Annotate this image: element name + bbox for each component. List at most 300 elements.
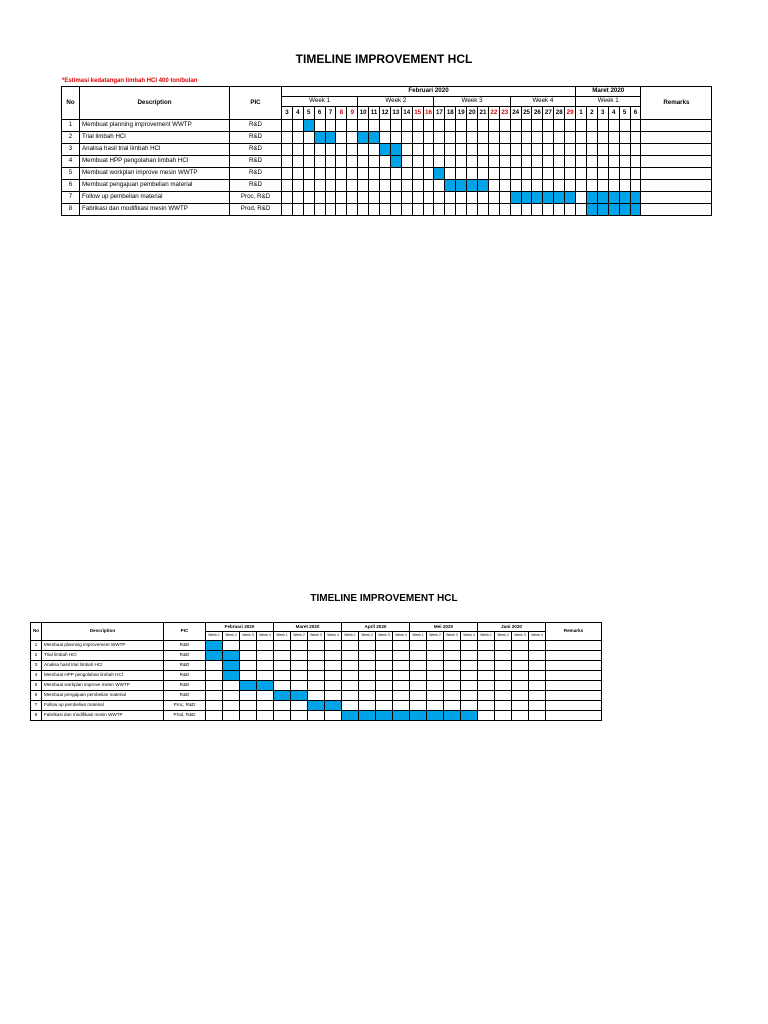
- timeline-cell: [282, 132, 293, 144]
- timeline-cell: [576, 132, 587, 144]
- table-row: [31, 701, 602, 711]
- header-month: Mei 2020: [410, 623, 478, 632]
- timeline-cell: [456, 144, 467, 156]
- timeline-cell: [412, 120, 423, 132]
- timeline-cell: [512, 711, 529, 721]
- timeline-cell: [390, 132, 401, 144]
- header-week: Week 1: [478, 632, 495, 641]
- header-week: Week 4: [393, 632, 410, 641]
- timeline-cell-active: [376, 711, 393, 721]
- timeline-cell-active: [586, 204, 597, 216]
- row-description: Follow up pembelian material: [42, 701, 164, 711]
- timeline-cell: [376, 651, 393, 661]
- header-day: 24: [510, 107, 521, 120]
- timeline-cell-active: [510, 192, 521, 204]
- timeline-cell: [543, 204, 554, 216]
- timeline-cell: [529, 681, 546, 691]
- timeline-cell: [336, 180, 347, 192]
- header-week: Week 1: [576, 97, 641, 107]
- timeline-cell: [510, 168, 521, 180]
- timeline-cell: [461, 681, 478, 691]
- timeline-cell: [336, 120, 347, 132]
- timeline-cell: [445, 204, 456, 216]
- timeline-cell: [292, 156, 303, 168]
- timeline-cell: [565, 156, 576, 168]
- timeline-cell: [336, 144, 347, 156]
- timeline-cell: [510, 180, 521, 192]
- timeline-cell: [576, 144, 587, 156]
- row-remarks: [546, 651, 602, 661]
- timeline-cell: [325, 156, 336, 168]
- timeline-cell: [358, 168, 369, 180]
- timeline-cell: [282, 180, 293, 192]
- timeline-cell: [608, 156, 619, 168]
- timeline-cell: [257, 711, 274, 721]
- timeline-cell: [554, 120, 565, 132]
- timeline-cell: [529, 641, 546, 651]
- timeline-cell: [456, 204, 467, 216]
- timeline-cell: [521, 156, 532, 168]
- timeline-cell: [303, 204, 314, 216]
- timeline-cell: [206, 681, 223, 691]
- timeline-cell: [410, 691, 427, 701]
- timeline-cell: [359, 641, 376, 651]
- header-pic: PIC: [230, 87, 282, 120]
- table-row: [62, 180, 712, 192]
- header-day: 4: [608, 107, 619, 120]
- row-pic: Proc, R&D: [230, 192, 282, 204]
- timeline-cell: [325, 691, 342, 701]
- timeline-cell: [336, 168, 347, 180]
- timeline-cell: [240, 661, 257, 671]
- row-remarks: [546, 681, 602, 691]
- timeline-cell: [380, 168, 391, 180]
- timeline-cell: [554, 144, 565, 156]
- header-day: 22: [488, 107, 499, 120]
- row-pic: R&D: [230, 132, 282, 144]
- timeline-cell: [257, 661, 274, 671]
- timeline-cell: [532, 156, 543, 168]
- timeline-cell: [427, 691, 444, 701]
- timeline-cell: [478, 671, 495, 681]
- timeline-cell: [376, 691, 393, 701]
- row-no: 6: [62, 180, 80, 192]
- header-month: Maret 2020: [576, 87, 641, 97]
- timeline-cell: [308, 671, 325, 681]
- row-remarks: [641, 168, 712, 180]
- timeline-cell: [282, 144, 293, 156]
- timeline-cell: [554, 156, 565, 168]
- header-day: 18: [445, 107, 456, 120]
- timeline-table-weekly: [30, 622, 602, 721]
- timeline-cell: [521, 144, 532, 156]
- timeline-cell: [359, 681, 376, 691]
- timeline-cell: [478, 711, 495, 721]
- timeline-cell-active: [303, 120, 314, 132]
- timeline-cell: [393, 681, 410, 691]
- timeline-cell: [586, 132, 597, 144]
- timeline-cell: [358, 180, 369, 192]
- timeline-cell: [427, 671, 444, 681]
- timeline-cell: [369, 168, 380, 180]
- row-remarks: [641, 156, 712, 168]
- header-day: 5: [303, 107, 314, 120]
- header-day: 1: [576, 107, 587, 120]
- timeline-cell: [376, 681, 393, 691]
- timeline-cell: [521, 180, 532, 192]
- timeline-cell: [223, 691, 240, 701]
- timeline-cell: [336, 132, 347, 144]
- timeline-cell: [342, 651, 359, 661]
- table-row: [62, 120, 712, 132]
- timeline-cell: [461, 661, 478, 671]
- timeline-cell: [390, 204, 401, 216]
- timeline-cell: [292, 180, 303, 192]
- row-remarks: [546, 691, 602, 701]
- timeline-cell: [554, 204, 565, 216]
- timeline-cell: [495, 641, 512, 651]
- timeline-cell: [499, 168, 510, 180]
- header-week: Week 4: [529, 632, 546, 641]
- header-day: 16: [423, 107, 434, 120]
- header-month: Februari 2020: [206, 623, 274, 632]
- header-day: 23: [499, 107, 510, 120]
- header-week: Week 1: [274, 632, 291, 641]
- timeline-cell: [532, 204, 543, 216]
- timeline-cell: [342, 641, 359, 651]
- timeline-cell: [347, 180, 358, 192]
- timeline-cell-active: [308, 701, 325, 711]
- timeline-cell: [380, 120, 391, 132]
- row-pic: R&D: [164, 641, 206, 651]
- timeline-cell: [478, 156, 489, 168]
- timeline-cell: [630, 132, 641, 144]
- timeline-cell: [444, 691, 461, 701]
- timeline-cell: [543, 132, 554, 144]
- timeline-cell: [325, 671, 342, 681]
- row-description: Fabrikasi dan modifikasi mesin WWTP: [42, 711, 164, 721]
- timeline-cell: [597, 168, 608, 180]
- timeline-cell: [499, 144, 510, 156]
- timeline-cell: [274, 671, 291, 681]
- table-row: [31, 651, 602, 661]
- timeline-cell: [274, 711, 291, 721]
- timeline-cell-active: [325, 132, 336, 144]
- timeline-cell-active: [597, 192, 608, 204]
- timeline-cell: [325, 120, 336, 132]
- timeline-cell-active: [342, 711, 359, 721]
- row-remarks: [546, 671, 602, 681]
- header-day: 6: [630, 107, 641, 120]
- timeline-cell-active: [390, 156, 401, 168]
- row-pic: Proc, R&D: [164, 701, 206, 711]
- timeline-cell: [314, 156, 325, 168]
- timeline-cell: [401, 180, 412, 192]
- timeline-cell: [412, 204, 423, 216]
- timeline-cell: [478, 168, 489, 180]
- header-day: 2: [586, 107, 597, 120]
- row-description: Membuat HPP pengolahan limbah HCl: [42, 671, 164, 681]
- timeline-cell-active: [314, 132, 325, 144]
- timeline-cell: [565, 180, 576, 192]
- timeline-cell: [512, 651, 529, 661]
- timeline-cell: [495, 711, 512, 721]
- timeline-cell-active: [478, 180, 489, 192]
- timeline-cell: [390, 120, 401, 132]
- timeline-cell: [619, 132, 630, 144]
- row-pic: R&D: [164, 671, 206, 681]
- timeline-cell: [206, 671, 223, 681]
- header-week: Week 3: [444, 632, 461, 641]
- timeline-cell-active: [434, 168, 445, 180]
- timeline-cell-active: [390, 144, 401, 156]
- header-week: Week 3: [376, 632, 393, 641]
- timeline-cell: [630, 156, 641, 168]
- timeline-cell: [427, 701, 444, 711]
- timeline-cell: [410, 701, 427, 711]
- row-remarks: [641, 204, 712, 216]
- row-no: 1: [62, 120, 80, 132]
- timeline-cell: [478, 691, 495, 701]
- timeline-cell: [512, 661, 529, 671]
- timeline-cell: [576, 120, 587, 132]
- timeline-cell: [342, 681, 359, 691]
- timeline-cell-active: [619, 204, 630, 216]
- timeline-cell-active: [427, 711, 444, 721]
- timeline-cell: [427, 641, 444, 651]
- timeline-cell: [495, 691, 512, 701]
- row-no: 8: [31, 711, 42, 721]
- row-description: Analisa hasil trial limbah HCl: [42, 661, 164, 671]
- timeline-cell: [576, 156, 587, 168]
- timeline-cell: [461, 671, 478, 681]
- timeline-cell: [303, 168, 314, 180]
- timeline-cell: [274, 641, 291, 651]
- header-day: 10: [358, 107, 369, 120]
- timeline-cell: [488, 180, 499, 192]
- timeline-cell: [308, 651, 325, 661]
- header-day: 19: [456, 107, 467, 120]
- timeline-cell: [499, 180, 510, 192]
- timeline-cell: [478, 132, 489, 144]
- timeline-cell: [347, 132, 358, 144]
- header-week: Week 2: [223, 632, 240, 641]
- timeline-cell: [478, 120, 489, 132]
- header-day: 8: [336, 107, 347, 120]
- timeline-cell: [461, 641, 478, 651]
- timeline-cell: [467, 144, 478, 156]
- timeline-cell: [521, 204, 532, 216]
- timeline-cell: [325, 641, 342, 651]
- row-no: 5: [31, 681, 42, 691]
- timeline-cell: [223, 711, 240, 721]
- timeline-cell: [401, 204, 412, 216]
- timeline-cell: [478, 701, 495, 711]
- timeline-cell-active: [223, 651, 240, 661]
- timeline-cell: [257, 701, 274, 711]
- timeline-cell: [314, 144, 325, 156]
- timeline-cell: [445, 156, 456, 168]
- row-description: Membuat planning improvement WWTP: [42, 641, 164, 651]
- timeline-cell: [510, 132, 521, 144]
- timeline-cell-active: [597, 204, 608, 216]
- timeline-cell-active: [608, 192, 619, 204]
- timeline-cell: [512, 681, 529, 691]
- timeline-cell: [303, 192, 314, 204]
- timeline-cell: [597, 180, 608, 192]
- timeline-cell: [597, 120, 608, 132]
- timeline-cell: [380, 180, 391, 192]
- timeline-cell: [380, 192, 391, 204]
- timeline-cell: [619, 180, 630, 192]
- timeline-cell: [257, 651, 274, 661]
- table-row: [62, 168, 712, 180]
- timeline-cell: [423, 144, 434, 156]
- header-day: 27: [543, 107, 554, 120]
- timeline-cell: [369, 204, 380, 216]
- timeline-cell: [314, 168, 325, 180]
- timeline-cell: [495, 701, 512, 711]
- row-description: Trial limbah HCl: [80, 132, 230, 144]
- timeline-cell: [303, 156, 314, 168]
- row-pic: R&D: [230, 144, 282, 156]
- timeline-cell: [303, 144, 314, 156]
- header-week: Week 3: [434, 97, 510, 107]
- timeline-cell-active: [393, 711, 410, 721]
- estimate-note: *Estimasi kedatangan limbah HCl 400 ton/bulan: [62, 78, 198, 84]
- timeline-cell: [358, 156, 369, 168]
- timeline-cell-active: [410, 711, 427, 721]
- timeline-cell: [445, 168, 456, 180]
- table-row: [31, 681, 602, 691]
- timeline-cell: [401, 132, 412, 144]
- table-row: [62, 156, 712, 168]
- header-week: Week 1: [342, 632, 359, 641]
- timeline-cell: [423, 132, 434, 144]
- row-no: 2: [62, 132, 80, 144]
- timeline-cell: [412, 180, 423, 192]
- timeline-cell: [467, 156, 478, 168]
- timeline-cell: [274, 661, 291, 671]
- timeline-cell: [434, 192, 445, 204]
- header-day: 7: [325, 107, 336, 120]
- timeline-cell: [512, 641, 529, 651]
- timeline-cell: [576, 192, 587, 204]
- timeline-cell: [576, 168, 587, 180]
- header-day: 6: [314, 107, 325, 120]
- timeline-cell: [393, 691, 410, 701]
- timeline-cell-active: [291, 691, 308, 701]
- timeline-cell: [488, 120, 499, 132]
- row-no: 4: [62, 156, 80, 168]
- timeline-cell: [282, 120, 293, 132]
- timeline-cell: [478, 681, 495, 691]
- header-day: 4: [292, 107, 303, 120]
- timeline-cell: [478, 641, 495, 651]
- timeline-cell: [444, 671, 461, 681]
- timeline-cell: [410, 641, 427, 651]
- timeline-cell: [240, 671, 257, 681]
- row-description: Analisa hasil trial limbah HCl: [80, 144, 230, 156]
- timeline-cell: [499, 132, 510, 144]
- timeline-cell: [347, 156, 358, 168]
- timeline-cell: [608, 120, 619, 132]
- row-remarks: [546, 701, 602, 711]
- timeline-cell: [608, 132, 619, 144]
- timeline-cell: [369, 144, 380, 156]
- timeline-cell: [376, 641, 393, 651]
- header-week: Week 1: [282, 97, 358, 107]
- timeline-cell: [240, 641, 257, 651]
- header-day: 14: [401, 107, 412, 120]
- timeline-cell: [456, 132, 467, 144]
- header-week: Week 3: [512, 632, 529, 641]
- timeline-cell: [532, 168, 543, 180]
- timeline-cell: [565, 132, 576, 144]
- timeline-cell: [499, 192, 510, 204]
- timeline-cell: [274, 651, 291, 661]
- row-pic: R&D: [230, 180, 282, 192]
- timeline-cell: [359, 701, 376, 711]
- timeline-cell: [325, 711, 342, 721]
- timeline-cell: [510, 144, 521, 156]
- timeline-cell: [565, 204, 576, 216]
- timeline-cell: [206, 701, 223, 711]
- timeline-cell-active: [240, 681, 257, 691]
- section-title: TIMELINE IMPROVEMENT HCL: [310, 593, 458, 604]
- timeline-cell: [325, 180, 336, 192]
- timeline-cell: [325, 204, 336, 216]
- row-remarks: [641, 132, 712, 144]
- timeline-cell: [359, 651, 376, 661]
- row-description: Follow up pembelian material: [80, 192, 230, 204]
- timeline-cell: [291, 701, 308, 711]
- timeline-cell: [292, 120, 303, 132]
- timeline-cell: [434, 156, 445, 168]
- timeline-cell: [359, 671, 376, 681]
- timeline-cell: [619, 120, 630, 132]
- timeline-cell: [521, 168, 532, 180]
- header-remarks: Remarks: [641, 87, 712, 120]
- timeline-cell: [347, 204, 358, 216]
- row-no: 7: [31, 701, 42, 711]
- timeline-cell: [586, 144, 597, 156]
- timeline-cell-active: [358, 132, 369, 144]
- timeline-cell: [292, 192, 303, 204]
- timeline-cell: [342, 701, 359, 711]
- header-description: Description: [42, 623, 164, 641]
- timeline-cell: [359, 691, 376, 701]
- timeline-cell: [240, 691, 257, 701]
- timeline-cell: [565, 120, 576, 132]
- timeline-cell: [495, 661, 512, 671]
- timeline-cell: [410, 671, 427, 681]
- timeline-cell: [597, 144, 608, 156]
- timeline-cell: [495, 651, 512, 661]
- table-row: [31, 661, 602, 671]
- header-week: Week 1: [410, 632, 427, 641]
- table-row: [62, 144, 712, 156]
- timeline-cell: [608, 180, 619, 192]
- timeline-cell: [630, 180, 641, 192]
- timeline-cell: [630, 144, 641, 156]
- timeline-cell-active: [274, 691, 291, 701]
- row-no: 1: [31, 641, 42, 651]
- timeline-cell: [308, 661, 325, 671]
- row-pic: R&D: [230, 156, 282, 168]
- row-description: Membuat pengajuan pembelian material: [80, 180, 230, 192]
- timeline-cell: [347, 192, 358, 204]
